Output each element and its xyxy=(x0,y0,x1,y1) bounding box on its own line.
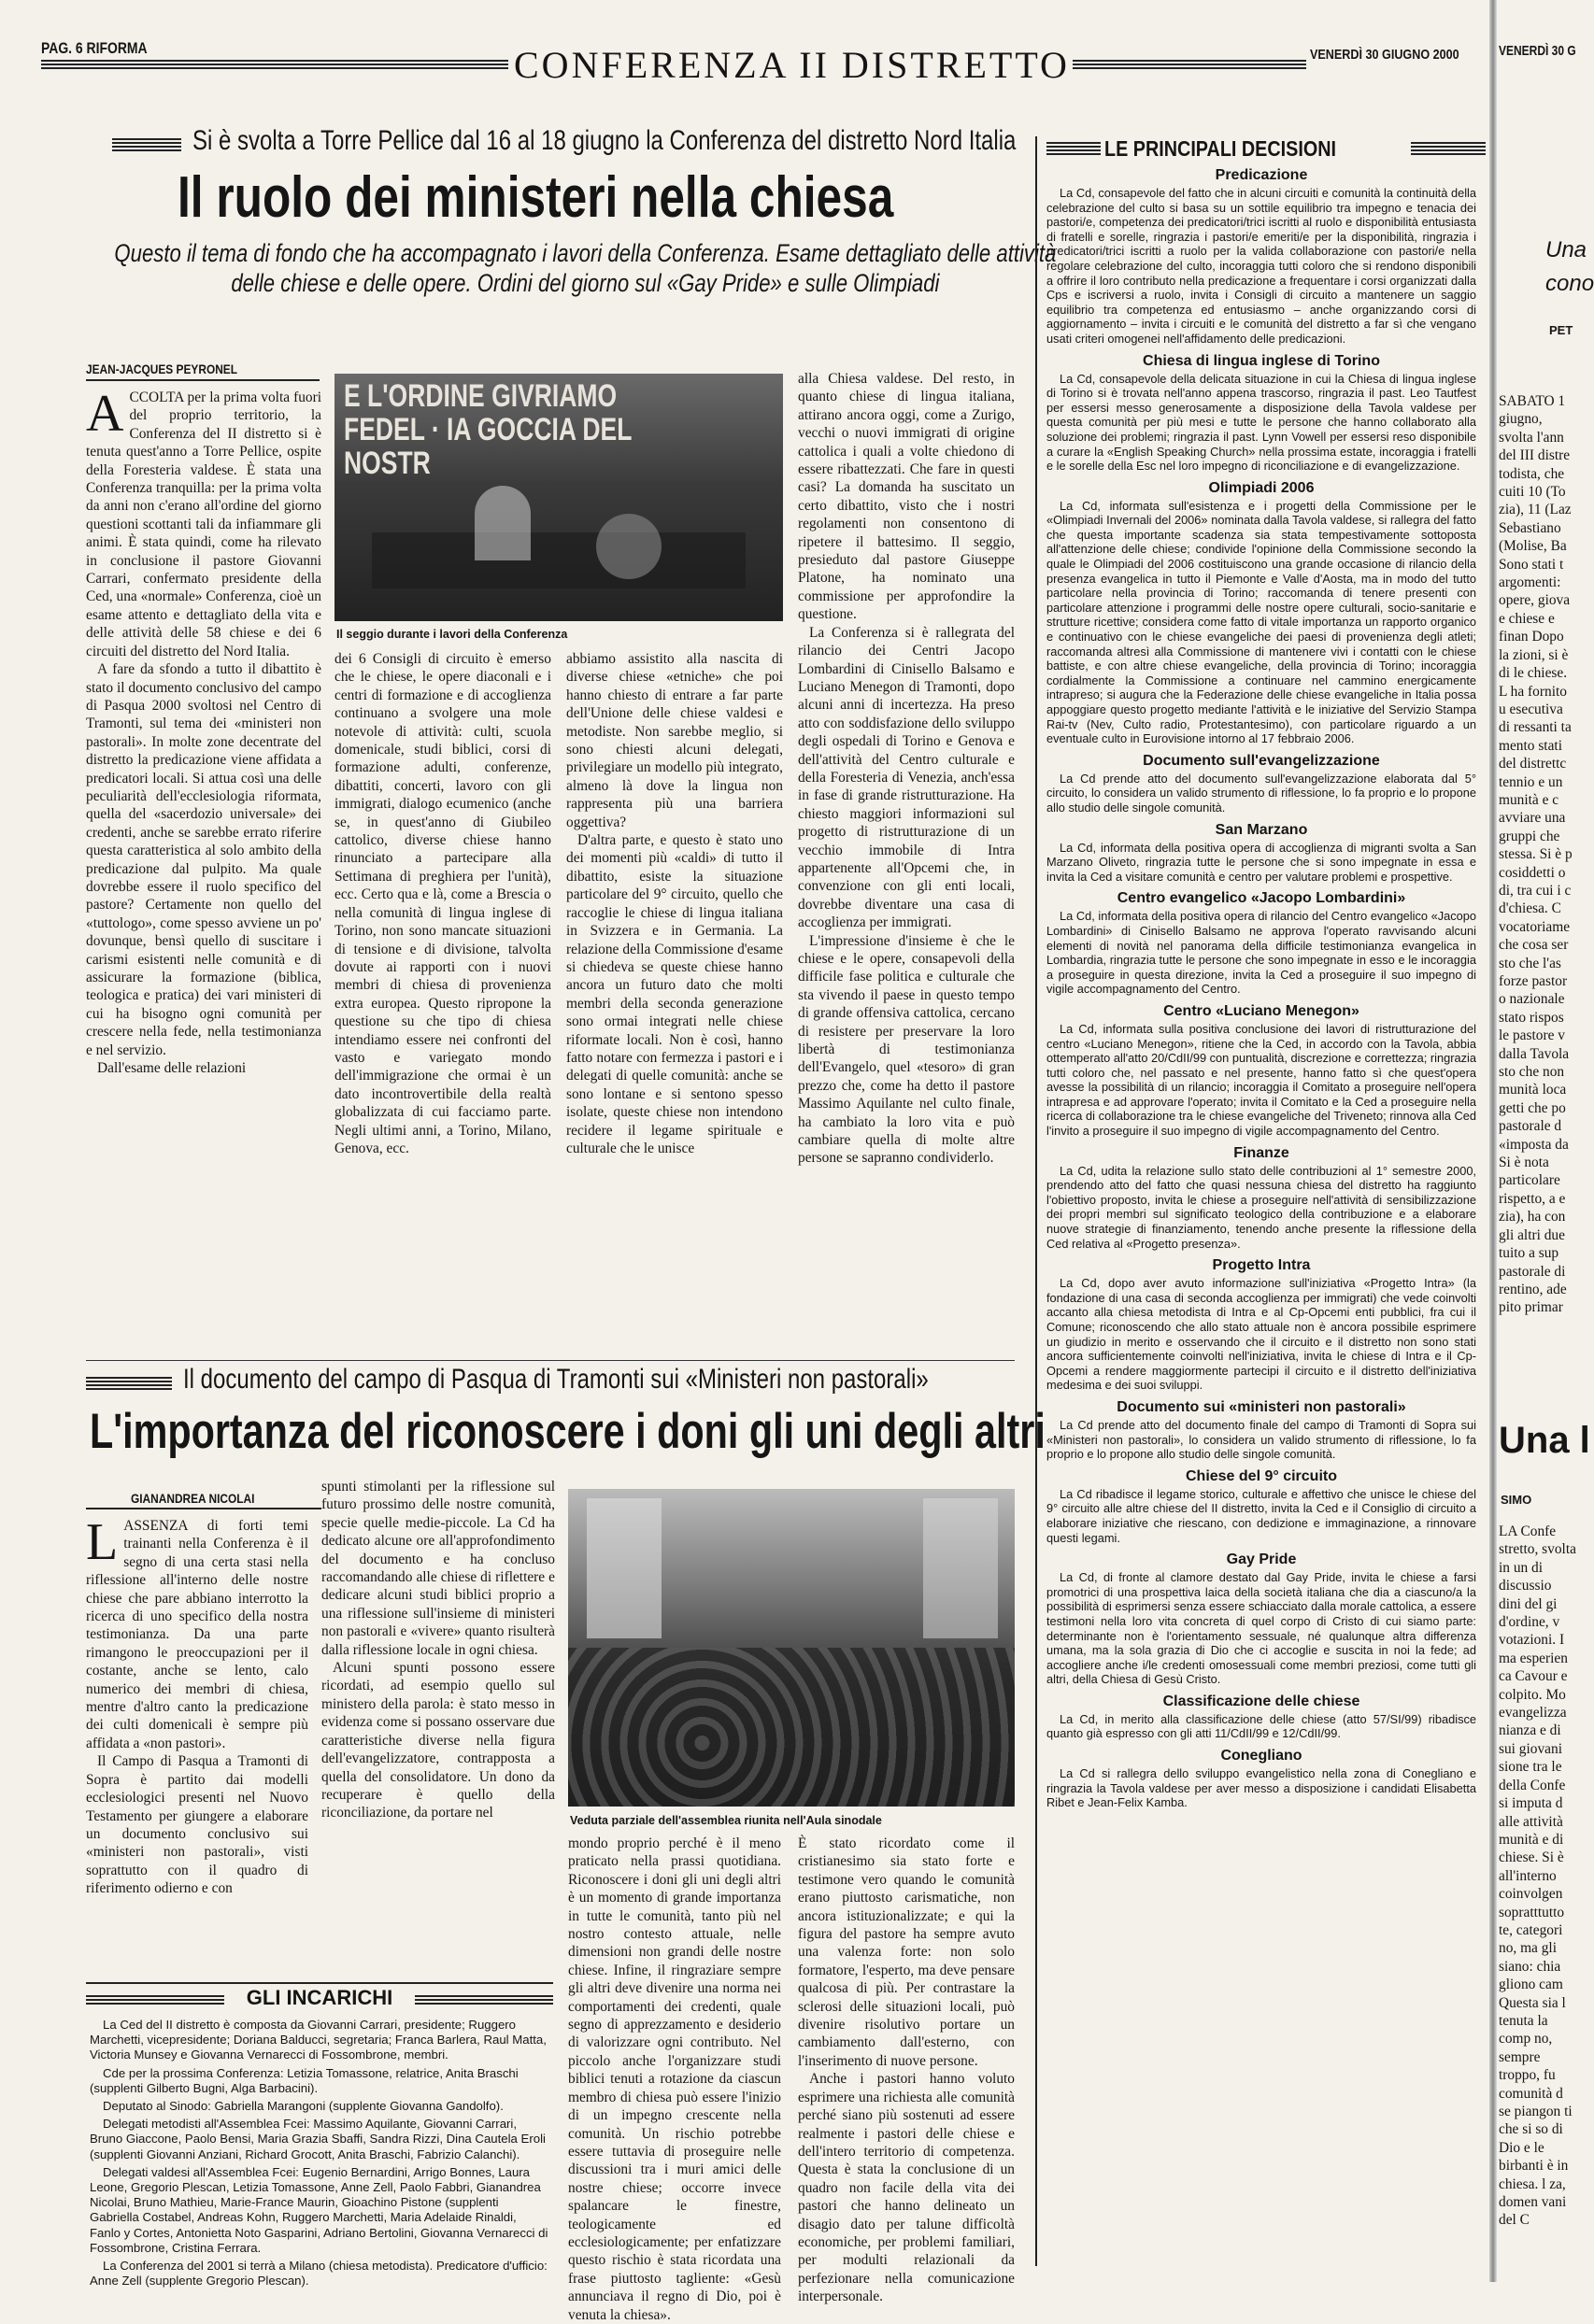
article1-title: Il ruolo dei ministeri nella chiesa xyxy=(178,165,894,230)
decision-text: La Cd, consapevole della delicata situazione in cui la Chiesa di lingua inglese di Torino si è trovata nell'anno appena trascorso, ringrazia il past. Leo Tautfest per essersi messo generosamente a disposizione della Tavola valdese per questa comunità per più mesi e tutte le persone che hanno collaborato alla soluzione dei problemi; ringrazia il past. Lynn Vowell per essersi reso disponibile a curare la «English Speaking Church» nella prossima estate, incoraggia i fratelli e le sorelle della Esc nel loro impegno di riconciliazione e di evangelizzazione. xyxy=(1046,371,1476,474)
decision-text: La Cd si rallegra dello sviluppo evangelistico nella zona di Conegliano e ringrazia la Tavola valdese per aver messo a disposizione i candidati Elisabetta Ribet e Jean-Felix Kamba. xyxy=(1046,1766,1476,1810)
decision-text: La Cd ribadisce il legame storico, culturale e affettivo che unisce le chiese del 9° circuito alle altre chiese del II distretto, invita la Ced e il Consiglio di circuito a elaborare iniziative che riescano, con dedizione e immaginazione, a rinnovare questi legami. xyxy=(1046,1486,1476,1545)
decision-text: La Cd, informata sulla positiva conclusione dei lavori di ristrutturazione del centro «Luciano Menegon», ritiene che la Ced, in accordo con la Tavola, abbia ottemperato all'atto 20/CdII/99 con puntualità, discrezione e correttezza; ringrazia tutti coloro che, nel passato e nel presente, hanno fatto sì che quest'opera avesse la possibilità di un rilancio; incoraggia il Comitato a proseguire nell'opera intrapresa e ad approvare l'operato; invita il Comitato e la Ced a proseguire nella ricerca di collaborazione tra le chiese evangeliche del Triveneto; rinnova alla Ced l'invito a proseguire il suo impegno di vigile accompagnamento del Centro. xyxy=(1046,1021,1476,1139)
article2-column-1: LASSENZA di forti temi trainanti nella Conferenza è il segno di una certa stasi nella riflessione all'interno delle nostre chiese che pare abbiano interrotto la ricerca di uno specifico della nostra testimonianza. Da una parte rimangono le preoccupazioni per il costante, anche se lento, calo numerico dei membri di chiesa, mentre d'altro canto la predicazione dei culti domenicali è sempre più affidata a «non pastori». Il Campo di Pasqua a Tramonti di Sopra è partito dai modelli ecclesiologici presenti nel Nuovo Testamento per giungere a elaborare un documento conclusivo sui «ministeri non pastorali», visti soprattutto con il quadro di riferimento odierno e con xyxy=(86,1513,308,1897)
incarichi-item: La Conferenza del 2001 si terrà a Milano (chiesa metodista). Predicatore d'ufficio: Anne Zell (supplente Gregorio Plescan). xyxy=(90,2259,548,2289)
decision-text: La Cd prende atto del documento sull'evangelizzazione elaborata dal 5° circuito, lo considera un valido strumento di riflessione, lo fa proprio e lo propone allo studio delle singole comunità. xyxy=(1046,771,1476,815)
next-page-title: Una l xyxy=(1499,1420,1590,1461)
decision-text: La Cd, informata sull'esistenza e i progetti della Commissione per le «Olimpiadi Invernali del 2006» nominata dalla Tavola valdese, si rallegra del fatto che questa importante scadenza sia stata tempestivamente sottoposta all'attenzione delle chiese; condivide l'opinione della Commissione secondo la quale le Olimpiadi del 2006 costituiscono una grande occasione di rilancio della presenza evangelica in tutto il Piemonte e Valle d'Aosta, ma in modo del tutto particolare nella provincia di Torino; raccomanda di tenere presenti con particolare attenzione i programmi delle nostre opere culturali, socio-sanitarie e strutture ricettive; considera come fatto di vitale importanza un rapporto organico e continuativo con le chiese evangeliche dei paesi di provenienza degli atleti; raccomanda altresì alla Commissione di mantenere vivi i contatti con le chiese battiste, e con altre chiese evangeliche, della provincia di Torino; incoraggia cordialmente la Commissione a continuare nel cammino energicamente intrapreso; si augura che la Federazione delle chiese evangeliche in Italia possa appoggiare questo progetto mediante l'attività e le iniziative del Servizio Stampa Rai-tv (Nev, Culto radio, Protestantesimo), con particolare riguardo a un eventuale culto in Eurovisione intorno al 17 febbraio 2006. xyxy=(1046,498,1476,746)
article-divider xyxy=(86,1360,1015,1361)
decisioni-body xyxy=(1046,166,1476,2259)
page-label: PAG. 6 RIFORMA xyxy=(41,39,148,57)
article1-column-2: dei 6 Consigli di circuito è emerso che le chiese, le opere diaconali e i centri di formazione e di accoglienza continuano a svolgere una mole notevole di attività: culti, scuola domenicale, studi biblici, corsi di formazione adulti, conferenze, dibattiti, concerti, lavoro con gli immigrati, dialogo ecumenico (anche se, in quest'anno di Giubileo cattolico, diverse chiese hanno rinunciato a partecipare alla Settimana di preghiera per l'unità), ecc. Certo qua e là, come a Brescia o nella comunità di lingua inglese di Torino, non sono mancate situazioni di tensione e di divisione, talvolta dovute ai rapporti con i nuovi membri di chiesa di provenienza extra europea. Questo ripropone la questione su che tipo di chiesa intendiamo essere nei confronti del vasto e variegato mondo dell'immigrazione che ormai è un dato incontrovertibile della realtà globalizzata di cui facciamo parte. Negli ultimi anni, a Torino, Milano, Genova, ecc. xyxy=(334,651,551,1156)
article2-title: L'importanza del riconoscere i doni gli uni degli altri xyxy=(90,1404,1046,1459)
incarichi-item: Delegati metodisti all'Assemblea Fcei: Massimo Aquilante, Giovanni Carrari, Bruno Giaccone, Paolo Bensi, Maria Grazia Sbaffi, Sandra Rizzi, Dina Cautela Eroli (supplenti Giovanni Anziani, Richard Grocott, Anita Braschi, Fabrizio Calanchi). xyxy=(90,2117,546,2161)
decision-heading: San Marzano xyxy=(1215,821,1308,838)
photo-assemblea xyxy=(568,1489,1015,1807)
photo-banner-text: E L'ORDINE GIVRIAMO FEDEL · IA GOCCIA DEL NOSTR xyxy=(344,378,632,481)
next-page-author-2: SIMO xyxy=(1501,1493,1532,1507)
incarichi-item: Cde per la prossima Conferenza: Letizia Tomassone, relatrice, Anita Braschi (supplenti Gilberto Bugni, Alga Barbacini). xyxy=(90,2065,519,2095)
decision-heading: Progetto Intra xyxy=(1212,1257,1311,1274)
next-page-author: PET xyxy=(1549,323,1573,337)
photo-caption-seggio: Il seggio durante i lavori della Conferenza xyxy=(336,628,568,641)
decision-heading: Documento sui «ministeri non pastorali» xyxy=(1117,1398,1406,1415)
next-page-column-b: LA Confe stretto, svolta in un di discussio dini del gi d'ordine, v votazioni. I ma esperien ca Cavour e colpito. Mo evangelizza nianza e di sui giovani sione tra le della Confe si imputa d alle attività munità e di chiese. Si è all'interno coinvolgen sopratttutto te, categori no, ma gli siano: chia gliono cam Questa sia l tenuta la comp no, sempre troppo, fu comunità d se piangon ti che si so di Dio e le birbanti è in chiesa. l za, domen vani del C xyxy=(1499,1523,1576,2229)
kicker-bar xyxy=(112,138,181,151)
decision-heading: Classificazione delle chiese xyxy=(1162,1693,1360,1709)
incarichi-title: GLI INCARICHI xyxy=(246,1986,393,2009)
decision-heading: Conegliano xyxy=(1220,1748,1302,1764)
decision-heading: Centro «Luciano Menegon» xyxy=(1163,1002,1359,1019)
decision-heading: Chiesa di lingua inglese di Torino xyxy=(1143,352,1380,369)
header-rule-mid xyxy=(1073,58,1306,69)
decision-text: La Cd, udita la relazione sullo stato delle contribuzioni al 1° semestre 2000, prendendo atto del fatto che quasi nessuna chiesa del distretto ha raggiunto l'obiettivo proposto, invita le chiese a proseguire nell'attività di sensibilizzazione dei propri membri sul significato teologico della contribuzione e a elaborare nuove strategie di finanziamento, tenendo anche presente la riflessione della Ced relativa al «Progetto presenza». xyxy=(1046,1163,1476,1251)
incarichi-item: Delegati valdesi all'Assemblea Fcei: Eugenio Bernardini, Arrigo Bonnes, Laura Leone, Gregorio Plescan, Letizia Tomassone, Anne Zell, Paolo Fabbri, Gianandrea Nicolai, Bruno Mathieu, Marie-France Maurin, Gioachino Pistone (supplenti Gabriella Costabel, Andreas Kohn, Ruggero Marchetti, Maria Adelaide Rinaldi, Fanlo y Cortes, Antonietta Noto Gasparini, Adriano Bertolini, Giovanna Vernarecci di Fossombrone, Cristina Ferrara. xyxy=(90,2164,548,2255)
article1-column-4: alla Chiesa valdese. Del resto, in quanto chiese di lingua italiana, attirano ancora oggi, come a Zurigo, vecchi o nuovi immigrati di origine cattolica i quali a volte chiedono di essere ribattezzati. Che fare in questi casi? La domanda ha suscitato un certo dibattito, visto che i nostri regolamenti non consentono di ripetere il battesimo. Il seggio, presieduto dal pastore Giuseppe Platone, ha nominato una commissione per approfondire la questione. La Conferenza si è rallegrata del rilancio dei Centri Jacopo Lombardini di Cinisello Balsamo e Luciano Menegon di Tramonti, dopo alcuni anni di incertezza. Ha preso atto con soddisfazione dello sviluppo degli ospedali di Torino e Genova e dell'attività del Centro culturale e della Foresteria di Venezia, anch'essa in fase di grande ristrutturazione. Ha chiesto maggiori informazioni sul progetto di ristrutturazione di un vecchio immobile di Intra appartenente all'Opcemi che, in convenzione con gli enti locali, dovrebbe diventare una casa di accoglienza per immigrati. L'impressione d'insieme è che le chiese e le opere, consapevoli della difficile fase politica e culturale che sta vivendo il paese in questo tempo di grande offensiva cattolica, cercano di resistere per preservare la loro libertà di testimonianza dell'Evangelo, quel «tesoro» di gran prezzo che, come ha detto il pastore Massimo Aquilante nel culto finale, ha cambiato la loro vita e può cambiare quella di molte altre persone se sapranno condividerlo. xyxy=(798,371,1015,1167)
incarichi-list xyxy=(90,2018,549,2289)
decision-heading: Centro evangelico «Jacopo Lombardini» xyxy=(1117,890,1406,907)
decision-text: La Cd, di fronte al clamore destato dal Gay Pride, invita le chiese a farsi promotrici di una prospettiva laica della società italiana che dia a ciascuno/a la possibilità di esprimersi senza essere schiacciato dalla morale cattolica, a essere testimoni nella loro vita concreta di quel corpo di Cristo di cui siamo parte: determinante non è l'orientamento sessuale, né qualunque altra differenza umana, ma la sola grazia di Dio che ci accoglie e suscita in noi la fede; ad accogliere anche i/le credenti omosessuali come membri preziosi, come tutti gli altri, della Chiesa di Gesù Cristo. xyxy=(1046,1570,1476,1687)
incarichi-box xyxy=(86,1982,553,2289)
author-rule xyxy=(86,379,320,381)
incarichi-item: La Ced del II distretto è composta da Giovanni Carrari, presidente; Ruggero Marchetti, vicepresidente; Doriana Balducci, segretaria; Franca Barlera, Raul Matta, Victoria Munsey e Giovanna Vernarecci di Fossombrone, membri. xyxy=(90,2018,547,2062)
next-page-top-text: Una cono xyxy=(1545,237,1594,296)
incarichi-item: Deputato al Sinodo: Gabriella Marangoni (supplente Giovanna Gandolfo). xyxy=(103,2099,504,2114)
decision-heading: Finanze xyxy=(1233,1144,1289,1161)
decision-heading: Chiese del 9° circuito xyxy=(1185,1467,1337,1484)
decision-text: La Cd, dopo aver avuto informazione sull'iniziativa «Progetto Intra» (la fondazione di una casa di seconda accoglienza per immigrati) che vede coinvolti accanto alla chiesa metodista di Intra e al Cp-Opcemi enti pubblici, fra cui il Comune; riconoscendo che allo stato attuale non è ancora possibile esprimere un giudizio in merito e osservando che il circuito e il distretto non sono stati ancora sufficientemente coinvolti nell'iniziativa, invita le chiese di Intra e il Cp-Opcemi a rendere maggiormente partecipi il circuito e il distretto dell'iniziativa medesima e dei suoi sviluppi. xyxy=(1046,1276,1476,1393)
decision-heading: Predicazione xyxy=(1215,167,1308,183)
decision-heading: Olimpiadi 2006 xyxy=(1208,479,1315,496)
decisioni-title: LE PRINCIPALI DECISIONI xyxy=(1104,136,1337,161)
decision-text: La Cd, informata della positiva opera di rilancio del Centro evangelico «Jacopo Lombardini» di Cinisello Balsamo ne approva l'operato ravvisando alcuni elementi di novità nel panorama della difficile testimonianza evangelica in Lombardia, ringrazia tutte le persone che sono impegnate in esso e le incoraggia a proseguire in questa direzione, invita la Ced a proseguire il suo impegno di vigile accompagnamento del Centro. xyxy=(1046,909,1476,997)
article1-column-3: abbiamo assistito alla nascita di diverse chiese «etniche» che poi hanno chiesto di entrare a far parte dell'Unione delle chiese valdesi e metodiste. Non sarebbe meglio, si sono chiesti alcuni delegati, privilegiare un modello più integrato, almeno là dove la lingua non rappresenta più una barriera oggettiva? D'altra parte, e questo è stato uno dei momenti più «caldi» di tutto il dibattito, esiste la situazione particolare del 9° circuito, quello che raccoglie le chiese di lingua italiana in Svizzera e in Germania. La relazione della Commissione d'esame si chiedeva se queste chiese hanno ancora un futuro dato che molti membri della seconda generazione sono ormai integrati nelle chiese riformate locali. Non è così, hanno fatto notare con fermezza i pastori e i delegati di quelle comunità: anche se sono lontane e si sentono spesso isolate, queste chiese non intendono recidere il legame spirituale e culturale che le unisce xyxy=(566,651,783,1156)
decisioni-sidebar xyxy=(1035,136,1495,2266)
photo-seggio xyxy=(334,374,783,621)
article2-column-3: mondo proprio perché è il meno praticato nella prassi quotidiana. Riconoscere i doni gli uni degli altri è un momento di grande importanza in tutte le comunità, tanto più nel nostro contesto attuale, nelle dimensioni non grandi delle nostre chiese. Infine, il ringraziare sempre gli altri deve divenire una norma nei comportamenti dei credenti, quale segno di apprezzamento e desiderio di valorizzare ogni contributo. Nel piccolo anche l'organizzare studi biblici tenuti a rotazione da ciascun membro di chiesa può essere l'inizio di un impegno crescente nella comunità. Un rischio potrebbe essere tuttavia di proseguire nelle discussioni tra i muri amici delle nostre chiese; occorre invece spalancare le finestre, teologicamente ed ecclesiologicamente; per enfatizzare questo rischio è stata ricordata una frase piuttosto tagliente: «Gesù annunciava il regno di Dio, poi è venuta la chiesa». xyxy=(568,1835,781,2323)
article2-column-2: spunti stimolanti per la riflessione sul futuro prossimo delle nostre comunità, specie quelle medie-piccole. La Cd ha dedicato alcune ore all'approfondimento del documento e ha concluso raccomandando alle chiese di riflettere e dedicare alcuni studi biblici proprio a una riflessione sull'insieme di ministeri non pastorali e «vivere» quanto risulterà dalla riflessione locale in ogni chiesa. Alcuni spunti possono essere ricordati, ad esempio quello sul ministero della parola: è stato messo in evidenza come si possano osservare due caratteristiche diverse nella figura dell'evangelizzatore, contrapposta a quella del consolidatore. Un dono da recuperare è quello della riconciliazione, da portare nel xyxy=(321,1479,555,1821)
article2-column-4: È stato ricordato come il cristianesimo sia stato forte e testimone vero quando le comunità erano piuttosto carismatiche, non ancora istituzionalizzate; e qui la figura del pastore ha sempre avuto una valenza forte: non solo formatore, l'esperto, ma deve pensare qualcosa di più. Per contrastare la sclerosi delle situazioni locali, può divenire risolutivo portare un cambiamento dall'esterno, con l'inserimento di nuove persone. Anche i pastori hanno voluto esprimere una richiesta alle comunità perché siano più sostenuti ad essere realmente i pastori delle chiese e dell'intero territorio di competenza. Questa è stata la conclusione di un quadro non facile della vita dei pastori che hanno delineato un disagio dato per talune difficoltà economiche, per problemi familiari, per modulti relazionali da perfezionare nella comunicazione interpersonale. xyxy=(798,1835,1015,2305)
decision-text: La Cd, in merito alla classificazione delle chiese (atto 57/SI/99) ribadisce quanto già espresso con gli atti 11/CdII/99 e 12/CdII/99. xyxy=(1046,1711,1476,1741)
header-rule-left xyxy=(41,58,508,69)
author-rule-2 xyxy=(86,1508,321,1509)
article1-author: JEAN-JACQUES PEYRONEL xyxy=(86,361,238,376)
decision-text: La Cd prende atto del documento finale del campo di Tramonti di Sopra sui «Ministeri non pastorali», lo considera un valido strumento di riflessione, lo fa proprio e lo propone allo studio delle singole comunità. xyxy=(1046,1417,1476,1462)
next-page-strip xyxy=(1499,112,1594,2260)
article1-column-1: ACCOLTA per la prima volta fuori del proprio territorio, la Conferenza del II distretto si è tenuta quest'anno a Torre Pellice, ospite della Foresteria valdese. È stata una Conferenza tranquilla: per la prima volta da anni non c'erano all'ordine del giorno questioni scottanti tali da infiammare gli animi. È stata quindi, come ha rilevato in conclusione il pastore Giovanni Carrari, confermato presidente della Ced, una «normale» Conferenza, cioè un esame attento e dettagliato della vita e delle attività delle 58 chiese e dei 6 circuiti del distretto del Nord Italia. A fare da sfondo a tutto il dibattito è stato il documento conclusivo del campo di Pasqua 2000 svoltosi nel Centro di Tramonti, sul tema dei «ministeri non pastorali». In molte zone decentrate del distretto la predicazione viene affidata a predicatori locali. Si attua così una delle peculiarità dell'ecclesiologia riformata, quella del «sacerdozio universale» dei credenti, anche se sarebbe errato riferire questa caratteristica al solo ambito della predicazione dal pulpito. Ma quale dovrebbe essere il ruolo specifico del pastore? Certamente non quello del «tuttologo», come spesso avviene un po' dovunque, bensì quello di suscitare i carismi esistenti nelle comunità e di assicurare la formazione (biblica, teologica e pratica) dei vari ministeri di cui ha bisogno ogni comunità per crescere nella fede, nella testimonianza e nel servizio. Dall'esame delle relazioni xyxy=(86,385,321,1077)
photo-caption-assemblea: Veduta parziale dell'assemblea riunita nell'Aula sinodale xyxy=(570,1814,882,1827)
article2-kicker: Il documento del campo di Pasqua di Tramonti sui «Ministeri non pastorali» xyxy=(183,1364,929,1395)
decision-heading: Gay Pride xyxy=(1226,1552,1297,1568)
article1-subtitle: Questo il tema di fondo che ha accompagnato i lavori della Conferenza. Esame dettagliato delle attività delle chiese e delle opere. Ordini del giorno sul «Gay Pride» e sulle Olimpiadi xyxy=(114,239,1057,297)
next-page-date: VENERDÌ 30 G xyxy=(1499,43,1576,59)
decision-heading: Documento sull'evangelizzazione xyxy=(1143,752,1380,769)
section-title: CONFERENZA II DISTRETTO xyxy=(514,44,1070,86)
decision-text: La Cd, consapevole del fatto che in alcuni circuiti e comunità la continuità della celebrazione del culto si basa su un sottile equilibrio tra impegno e tenacia dei pastori/e, competenza dei predicatori/trici iscritti al ruolo e disponibilità entusiasta di fratelli e sorelle, ringrazia i pastori/e emeriti/e per la disponibilità, ringrazia i predicatori/trici iscritti a ruolo per la valida collaborazione con pastori/e nella regolare celebrazione del culto, incoraggia tutti coloro che si rendono disponibili a offrire il loro contributo nella predicazione a frequentare i corsi organizzati dalla Cps e iscriversi a ruolo, invita i Consigli di circuito a mantenere un saggio equilibrio tra competenza ed entusiasmo – anche organizzando corsi di aggiornamento – invita i circuiti e le comunità del distretto a far sì che vengano usati criteri omogenei nell'affidamento delle predicazioni. xyxy=(1046,186,1476,346)
decision-text: La Cd, informata della positiva opera di accoglienza di migranti svolta a San Marzano Oliveto, ringrazia tutte le persone che si sono impegnate in essa e invita la Ced a visitare comunità e centro per valutare problemi e prospettive. xyxy=(1046,840,1476,884)
article2-author: GIANANDREA NICOLAI xyxy=(131,1491,255,1506)
article1-kicker: Si è svolta a Torre Pellice dal 16 al 18 giugno la Conferenza del distretto Nord Italia xyxy=(192,125,1017,156)
next-page-column-a: SABATO 1 giugno, svolta l'ann del III distre todista, che cuiti 10 (To zia), 11 (Laz Sebastiano (Molise, Ba Sono stati t argomenti: opere, giova e chiese e finan Dopo la zioni, si è di le chiese. L ha fornito u esecutiva di ressanti ta mento stati del distrettc tennio e un munità e c avviare una gruppi che stessa. Si è p cosiddetti o di, tra cui i c d'chiesa. C vocatoriame che cosa ser sto che l'as forze pastor o nazionale stato rispos le pastore v dalla Tavola sto che non munità loca getti che po pastorale d «imposta da Si è nota particolare rispetto, a e zia), ha con gli altri due tuito a sup pastorale di rentino, ade pito primar xyxy=(1499,393,1573,1316)
kicker-bar-2 xyxy=(86,1377,172,1390)
issue-date: VENERDÌ 30 GIUGNO 2000 xyxy=(1310,47,1459,63)
